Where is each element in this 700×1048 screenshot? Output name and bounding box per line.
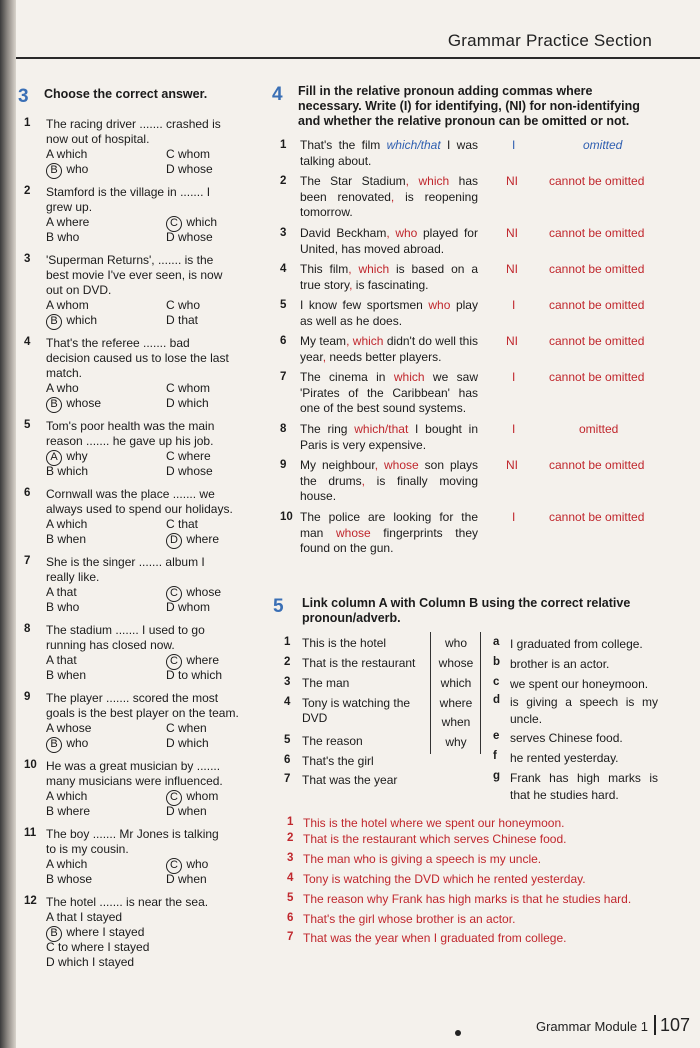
question-line: running has closed now. xyxy=(46,638,175,652)
question-line: best movie I've ever seen, is now xyxy=(46,268,223,282)
option-b xyxy=(46,162,88,179)
question-line: really like. xyxy=(46,570,100,584)
s4-item-number: 7 xyxy=(280,371,287,383)
option-b: B when xyxy=(46,532,87,546)
text-fragment: I bought in Paris is very expensive. xyxy=(300,422,478,452)
option-c: C when xyxy=(166,721,207,735)
s4-answer-omit: cannot be omitted xyxy=(549,334,645,348)
s5-answer-number: 3 xyxy=(287,852,294,864)
s4-item-text xyxy=(300,510,478,557)
option-b xyxy=(46,736,88,753)
text-fragment: who xyxy=(395,226,418,240)
question-line: 'Superman Returns', ....... is the xyxy=(46,253,214,267)
s4-answer-omit: cannot be omitted xyxy=(549,458,645,472)
s5-b-letter: f xyxy=(493,750,497,762)
s4-item-text xyxy=(300,334,478,365)
s5-a-number: 1 xyxy=(284,636,291,648)
text-fragment: is fascinating. xyxy=(352,277,429,292)
section-4-number: 4 xyxy=(272,84,283,105)
title-line: Link column A with Column B using the correct relative xyxy=(302,596,631,610)
s4-answer-type: I xyxy=(512,510,516,524)
s5-a-text: Tony is watching the DVD xyxy=(302,696,411,725)
question-line: match. xyxy=(46,366,83,380)
question-text xyxy=(46,185,238,215)
circled-letter: C xyxy=(166,586,182,602)
question-line: out on DVD. xyxy=(46,283,112,297)
question-line: goals is the best player on the team. xyxy=(46,706,239,720)
s5-a-number: 7 xyxy=(284,773,291,785)
text-fragment: This film xyxy=(300,262,349,276)
s5-answer-text: Tony is watching the DVD which he rented yesterday. xyxy=(303,872,586,886)
page-number: 107 xyxy=(654,1015,690,1035)
s5-answer-text: That was the year when I graduated from college. xyxy=(303,931,567,945)
s5-answer-number: 7 xyxy=(287,931,294,943)
s4-item-number: 9 xyxy=(280,459,287,471)
option-d: D whose xyxy=(166,162,213,176)
text-fragment: which xyxy=(358,262,390,276)
s5-b-letter: e xyxy=(493,730,500,742)
circled-letter: D xyxy=(166,533,182,549)
column-divider xyxy=(480,632,481,754)
question-line: to is my cousin. xyxy=(46,842,129,856)
s5-b-text: I graduated from college. xyxy=(510,637,643,651)
s5-a-text: The man xyxy=(302,676,350,690)
text-fragment: play as well as he does. xyxy=(300,298,478,328)
title-line: Fill in the relative pronoun adding commas where xyxy=(298,84,593,98)
option-12-2: C to where I stayed xyxy=(46,940,150,954)
question-number: 3 xyxy=(24,253,31,265)
s5-answer-number: 5 xyxy=(287,892,294,904)
text-fragment: is finally moving house. xyxy=(300,473,478,503)
s4-answer-type: I xyxy=(512,138,516,152)
title-line: necessary. Write (I) for identifying, (NI) for non-identifying xyxy=(298,99,640,113)
title-line: and whether the relative pronoun can be omitted or not. xyxy=(298,114,630,128)
s5-b-letter: b xyxy=(493,656,501,668)
text-fragment: , xyxy=(361,473,366,488)
text-fragment: The cinema in xyxy=(300,370,394,384)
option-a: A whose xyxy=(46,721,92,735)
text-fragment: , xyxy=(322,349,327,364)
option-c: C who xyxy=(166,298,201,312)
option-text: where xyxy=(183,653,220,667)
text-fragment: The police are looking for the man xyxy=(300,510,478,540)
option-text: whose xyxy=(63,396,102,410)
option-c: C whom xyxy=(166,147,211,161)
question-text xyxy=(46,691,238,721)
s5-a-number: 2 xyxy=(284,656,291,668)
circled-letter: B xyxy=(46,397,62,413)
text-fragment: which xyxy=(393,370,425,384)
option-a: A which xyxy=(46,147,88,161)
s4-answer-type: NI xyxy=(506,458,518,472)
question-text xyxy=(46,253,238,298)
s5-b-text: is giving a speech is my uncle. xyxy=(510,695,658,726)
s5-pronoun: why xyxy=(445,735,467,749)
question-text xyxy=(46,419,238,449)
s4-answer-type: NI xyxy=(506,174,518,188)
text-fragment: I was talking about. xyxy=(300,138,479,168)
option-d: D when xyxy=(166,804,207,818)
option-b: B who xyxy=(46,600,80,614)
question-number: 8 xyxy=(24,623,31,635)
s4-item-text xyxy=(300,370,478,417)
s5-a-number: 5 xyxy=(284,734,291,746)
s5-answer-text: The reason why Frank has high marks is that he studies hard. xyxy=(303,892,632,906)
option-12-0: A that I stayed xyxy=(46,910,123,924)
s5-pronoun: whose xyxy=(438,656,474,670)
s4-answer-omit: omitted xyxy=(579,422,619,436)
option-b xyxy=(46,313,97,330)
s4-item-text xyxy=(300,298,478,329)
option-b: B whose xyxy=(46,872,93,886)
circled-letter: B xyxy=(46,163,62,179)
s5-answer-text: That's the girl whose brother is an actor. xyxy=(303,912,516,926)
s5-b-letter: d xyxy=(493,694,501,706)
question-number: 10 xyxy=(24,759,37,771)
s4-answer-omit: cannot be omitted xyxy=(549,510,645,524)
text-fragment: we saw 'Pirates of the Caribbean' has one of the best sound systems. xyxy=(300,370,478,415)
question-line: She is the singer ....... album I xyxy=(46,555,205,569)
s4-item-text xyxy=(300,262,478,293)
question-line: He was a great musician by ....... xyxy=(46,759,221,773)
option-a: A which xyxy=(46,857,88,871)
option-a: A which xyxy=(46,789,88,803)
circled-letter: A xyxy=(46,450,62,466)
text-fragment: My team xyxy=(300,334,347,348)
s5-b-text: serves Chinese food. xyxy=(510,731,623,745)
circled-letter: B xyxy=(46,926,62,942)
text-fragment: didn't do well this year xyxy=(300,334,479,364)
option-a: A which xyxy=(46,517,88,531)
option-a: A who xyxy=(46,381,79,395)
question-line: always used to spend our holidays. xyxy=(46,502,233,516)
option-d: D whose xyxy=(166,464,213,478)
question-line: Cornwall was the place ....... we xyxy=(46,487,215,501)
s4-item-text xyxy=(300,422,478,453)
s4-answer-omit: cannot be omitted xyxy=(549,262,645,276)
s4-item-number: 3 xyxy=(280,227,287,239)
option-c: C that xyxy=(166,517,199,531)
question-line: grew up. xyxy=(46,200,93,214)
text-fragment: I know few sportsmen xyxy=(300,298,429,312)
s4-item-text xyxy=(300,174,478,221)
s5-a-text: This is the hotel xyxy=(302,636,387,650)
option-text: who xyxy=(63,162,89,176)
question-text xyxy=(46,759,238,789)
s5-pronoun: which xyxy=(440,676,472,690)
question-line: The player ....... scored the most xyxy=(46,691,219,705)
question-text xyxy=(46,117,238,147)
option-text: whom xyxy=(183,789,219,803)
question-number: 4 xyxy=(24,336,31,348)
option-a: A where xyxy=(46,215,90,229)
s5-b-letter: g xyxy=(493,770,501,782)
text-fragment: which/that xyxy=(386,138,441,152)
s5-a-text: That was the year xyxy=(302,773,398,787)
option-b: B who xyxy=(46,230,80,244)
question-text xyxy=(46,555,238,585)
circled-letter: B xyxy=(46,737,62,753)
question-line: The racing driver ....... crashed is xyxy=(46,117,221,131)
page-header-title: Grammar Practice Section xyxy=(447,31,652,50)
s4-answer-type: I xyxy=(512,298,516,312)
text-fragment: , xyxy=(390,189,395,204)
option-c: C whom xyxy=(166,381,211,395)
s4-item-text xyxy=(300,138,478,169)
s5-b-text: brother is an actor. xyxy=(510,657,610,671)
section-4-title xyxy=(298,84,658,129)
s5-pronoun: when xyxy=(441,715,471,729)
option-d xyxy=(166,532,219,549)
s5-a-text: That is the restaurant xyxy=(302,656,416,670)
question-number: 12 xyxy=(24,895,37,907)
s5-answer-number: 4 xyxy=(287,872,294,884)
s4-answer-type: I xyxy=(512,370,516,384)
s5-a-number: 3 xyxy=(284,676,291,688)
question-line: Tom's poor health was the main xyxy=(46,419,215,433)
text-fragment: played for United, has moved abroad. xyxy=(300,226,478,256)
circled-letter: B xyxy=(46,314,62,330)
circled-letter: C xyxy=(166,216,182,232)
s4-item-number: 1 xyxy=(280,139,287,151)
text-fragment: , xyxy=(386,226,390,240)
column-divider xyxy=(430,632,431,754)
question-line: now out of hospital. xyxy=(46,132,150,146)
text-fragment: , xyxy=(346,334,350,348)
s4-answer-type: NI xyxy=(506,262,518,276)
circled-letter: C xyxy=(166,790,182,806)
question-line: decision caused us to lose the last xyxy=(46,351,229,365)
text-fragment: fingerprints they found on the gun. xyxy=(300,525,478,555)
section-3-title: Choose the correct answer. xyxy=(44,87,208,101)
option-d: D whom xyxy=(166,600,211,614)
option-text: which xyxy=(183,215,218,229)
s5-a-number: 6 xyxy=(284,754,291,766)
question-line: Stamford is the village in ....... I xyxy=(46,185,211,199)
s4-item-text xyxy=(300,458,478,505)
s4-answer-type: NI xyxy=(506,334,518,348)
s4-answer-omit: omitted xyxy=(583,138,623,152)
section-5-title xyxy=(302,596,662,626)
option-d: D which xyxy=(166,736,209,750)
s4-item-text xyxy=(300,226,478,257)
option-d: D that xyxy=(166,313,199,327)
s5-b-letter: a xyxy=(493,636,500,648)
option-text: who xyxy=(183,857,209,871)
s4-answer-type: I xyxy=(512,422,516,436)
s4-item-number: 5 xyxy=(280,299,287,311)
s5-pronoun: where xyxy=(439,696,473,710)
question-line: That's the referee ....... bad xyxy=(46,336,190,350)
question-text xyxy=(46,336,238,381)
s5-answer-text: The man who is giving a speech is my uncle. xyxy=(303,852,542,866)
option-a: A that xyxy=(46,653,77,667)
text-fragment: whose xyxy=(384,458,419,472)
s5-a-text: That's the girl xyxy=(302,754,374,768)
option-d: D whose xyxy=(166,230,213,244)
text-fragment: has been renovated xyxy=(300,174,478,204)
option-c: C where xyxy=(166,449,211,463)
question-line: many musicians were influenced. xyxy=(46,774,223,788)
circled-letter: C xyxy=(166,858,182,874)
s4-item-number: 8 xyxy=(280,423,287,435)
text-fragment: , xyxy=(374,458,379,472)
text-fragment: My neighbour xyxy=(300,458,375,472)
question-number: 5 xyxy=(24,419,31,431)
question-number: 7 xyxy=(24,555,31,567)
text-fragment: who xyxy=(428,298,451,312)
option-b: B when xyxy=(46,668,87,682)
option-d: D to which xyxy=(166,668,223,682)
question-number: 1 xyxy=(24,117,31,129)
title-line: pronoun/adverb. xyxy=(302,611,401,625)
s5-b-letter: c xyxy=(493,676,500,688)
s4-answer-omit: cannot be omitted xyxy=(549,370,645,384)
text-fragment: son plays the drums xyxy=(300,458,479,488)
s4-answer-omit: cannot be omitted xyxy=(549,298,645,312)
question-text: The hotel ....... is near the sea. xyxy=(46,895,209,909)
option-b: B where xyxy=(46,804,91,818)
text-fragment: The Star Stadium xyxy=(300,174,406,188)
s4-answer-type: NI xyxy=(506,226,518,240)
text-fragment: , xyxy=(348,262,352,276)
section-5-number: 5 xyxy=(273,596,284,617)
ink-dot xyxy=(455,1030,461,1036)
option-d: D when xyxy=(166,872,207,886)
text-fragment: which/that xyxy=(354,422,409,436)
text-fragment: is reopening tomorrow. xyxy=(300,189,478,219)
option-text: which xyxy=(63,313,98,327)
option-text: whose xyxy=(183,585,222,599)
question-number: 9 xyxy=(24,691,31,703)
option-b xyxy=(46,396,101,413)
s5-answer-number: 2 xyxy=(287,832,294,844)
text-fragment: which xyxy=(352,334,384,348)
question-text xyxy=(46,487,238,517)
option-a: A that xyxy=(46,585,77,599)
s4-item-number: 4 xyxy=(280,263,287,275)
option-b: B which xyxy=(46,464,89,478)
s5-a-number: 4 xyxy=(284,696,291,708)
text-fragment: needs better players. xyxy=(326,349,442,364)
question-line: The stadium ....... I used to go xyxy=(46,623,205,637)
option-text: where I stayed xyxy=(63,925,145,939)
option-text: who xyxy=(63,736,89,750)
text-fragment: The ring xyxy=(300,422,355,436)
s5-answer-text: This is the hotel where we spent our honeymoon. xyxy=(303,816,565,830)
section-3-number: 3 xyxy=(18,86,29,107)
text-fragment: is based on a true story xyxy=(300,262,478,292)
s4-item-number: 10 xyxy=(280,511,293,523)
s5-b-text: Frank has high marks is that he studies hard. xyxy=(510,771,658,802)
text-fragment: , xyxy=(349,277,353,292)
s5-b-text: he rented yesterday. xyxy=(510,751,619,765)
s5-answer-number: 6 xyxy=(287,912,294,924)
s4-item-number: 6 xyxy=(280,335,287,347)
header-rule xyxy=(16,57,700,59)
question-number: 2 xyxy=(24,185,31,197)
option-text: where xyxy=(183,532,220,546)
s4-answer-omit: cannot be omitted xyxy=(549,174,645,188)
text-fragment: whose xyxy=(335,525,371,540)
option-text: why xyxy=(63,449,88,463)
s5-answer-text: That is the restaurant which serves Chinese food. xyxy=(303,832,567,846)
circled-letter: C xyxy=(166,654,182,670)
question-number: 6 xyxy=(24,487,31,499)
s5-pronoun: who xyxy=(444,636,467,650)
question-line: reason ....... he gave up his job. xyxy=(46,434,214,448)
text-fragment: David Beckham xyxy=(300,226,387,240)
footer-module-label: Grammar Module 1 xyxy=(535,1019,648,1034)
page-footer xyxy=(536,1015,690,1036)
book-spine-shadow xyxy=(0,0,16,1048)
s4-answer-omit: cannot be omitted xyxy=(549,226,645,240)
s5-b-text: we spent our honeymoon. xyxy=(510,677,649,691)
question-number: 11 xyxy=(24,827,37,839)
text-fragment: which xyxy=(418,174,450,188)
s5-answer-number: 1 xyxy=(287,816,294,828)
option-d: D which xyxy=(166,396,209,410)
option-12-3: D which I stayed xyxy=(46,955,135,969)
question-text xyxy=(46,623,238,653)
s4-item-number: 2 xyxy=(280,175,287,187)
s5-a-text: The reason xyxy=(302,734,363,748)
text-fragment: , xyxy=(405,174,409,188)
text-fragment: That's the film xyxy=(300,138,387,152)
option-a: A whom xyxy=(46,298,89,312)
question-line: The boy ....... Mr Jones is talking xyxy=(46,827,219,841)
question-text xyxy=(46,827,238,857)
